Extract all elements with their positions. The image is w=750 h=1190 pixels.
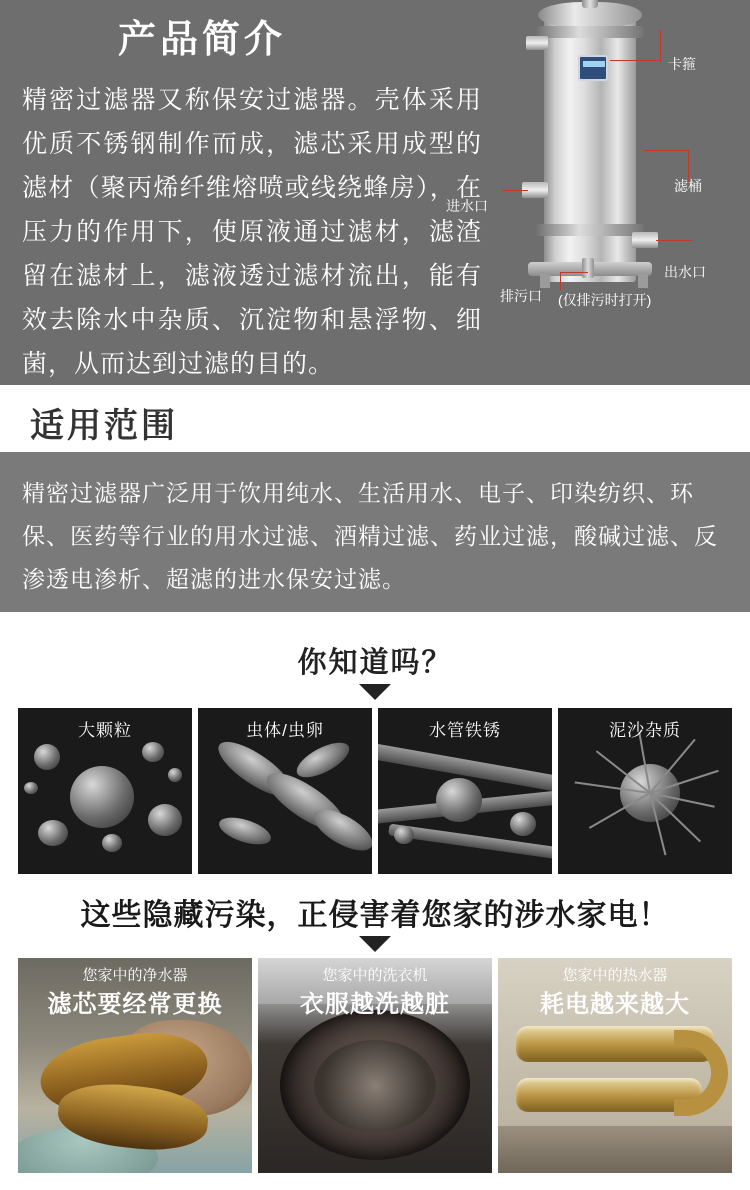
washer-drum-inner: [314, 1040, 436, 1132]
particle-shape: [34, 744, 60, 770]
particle-shape: [102, 834, 122, 852]
appliance-caption-big: 耗电越来越大: [540, 991, 690, 1018]
callout-line-drain-vert: [560, 272, 561, 290]
callout-line-drain: [560, 272, 588, 273]
label-water-outlet: 出水口: [664, 264, 706, 280]
label-drain: 排污口: [500, 288, 542, 304]
micro-caption: 虫体/虫卵: [246, 721, 324, 740]
appliance-caption-small: 您家中的净水器: [82, 967, 188, 984]
callout-line-barrel: [644, 150, 690, 151]
micro-caption: 大颗粒: [78, 721, 132, 740]
scope-body-text: 精密过滤器广泛用于饮用纯水、生活用水、电子、印染纺织、环保、医药等行业的用水过滤、酒精过滤、药业过滤，酸碱过滤、反渗透电渗析、超滤的进水保安过滤。: [22, 480, 718, 592]
callout-line-clamp: [610, 60, 662, 61]
appliance-caption-small: 您家中的洗衣机: [322, 967, 428, 984]
arrow-down-icon: [359, 936, 391, 952]
intro-section: [0, 0, 750, 385]
warning-title: 这些隐藏污染，正侵害着您家的涉水家电！: [80, 899, 670, 932]
particle-shape: [24, 782, 38, 794]
top-side-nozzle: [526, 36, 548, 50]
appliance-image-row: [18, 958, 732, 1173]
intro-title: 产品简介: [118, 19, 287, 61]
outlet-nozzle: [632, 232, 658, 248]
scope-title: 适用范围: [30, 407, 178, 445]
label-drain-note: (仅排污时打开): [558, 292, 652, 308]
micro-cell-worms: [198, 708, 372, 874]
rust-clump: [510, 812, 536, 836]
appliance-caption-big: 滤芯要经常更换: [47, 991, 223, 1018]
label-filter-barrel: 滤桶: [674, 178, 702, 194]
micro-cell-sediment: [558, 708, 732, 874]
micro-cell-rust: [378, 708, 552, 874]
appliance-caption-small: 您家中的热水器: [562, 967, 668, 984]
drain-valve: [582, 258, 594, 278]
vessel-leg-right: [638, 274, 648, 288]
callout-line-outlet: [656, 240, 692, 241]
know-title: 你知道吗？: [297, 647, 453, 679]
worm-shape: [216, 812, 274, 850]
rust-clump: [436, 778, 482, 822]
rust-clump: [394, 826, 414, 844]
filter-vent-knob: [582, 0, 598, 8]
intro-body-text: 精密过滤器又称保安过滤器。壳体采用优质不锈钢制作而成，滤芯采用成型的滤材（聚丙烯纤维熔喷或线绕蜂房），在压力的作用下，使原液通过滤材，滤渣留在滤材上，滤液透过滤材流出，能有效去除水中杂质、沉淀物和悬浮物、细菌，从而达到过滤的目的。: [22, 86, 482, 378]
appliance-cell-washer: [258, 958, 492, 1173]
heater-base: [498, 1126, 732, 1173]
worm-shape: [292, 736, 354, 784]
appliance-caption-big: 衣服越洗越脏: [300, 991, 450, 1018]
clamp-band-bottom: [536, 224, 644, 236]
particle-shape: [38, 820, 68, 846]
particle-shape: [70, 766, 134, 828]
clamp-band-top: [536, 26, 644, 38]
particle-shape: [142, 742, 164, 762]
micro-cell-particles: [18, 708, 192, 874]
callout-line-clamp-vert: [660, 30, 661, 62]
pressure-gauge: [578, 55, 608, 81]
appliance-cell-purifier: [18, 958, 252, 1173]
label-clamp: 卡箍: [668, 56, 696, 72]
micro-caption: 泥沙杂质: [609, 721, 681, 740]
label-water-inlet: 进水口: [446, 198, 488, 214]
scope-section: [0, 452, 750, 612]
appliance-cell-heater: [498, 958, 732, 1173]
particle-shape: [168, 768, 182, 782]
microscope-image-row: [18, 708, 732, 874]
particle-shape: [148, 804, 182, 836]
filter-vessel-body: [544, 10, 636, 282]
callout-line-inlet: [502, 190, 528, 191]
worm-shape: [307, 801, 372, 858]
micro-caption: 水管铁锈: [429, 721, 501, 740]
arrow-down-icon: [359, 684, 391, 700]
product-photo: [446, 0, 750, 385]
